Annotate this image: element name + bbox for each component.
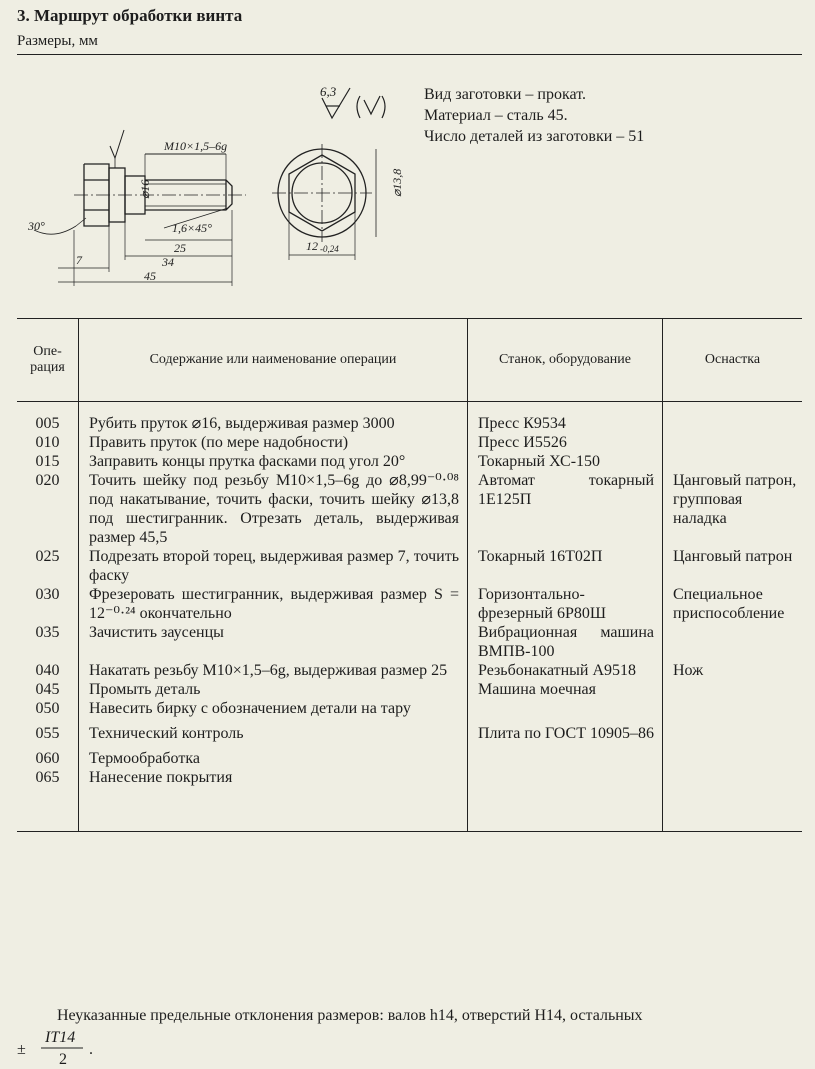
table-row [17,768,802,787]
op-number: 035 [35,624,60,641]
op-tool [663,768,803,787]
op-number: 050 [35,700,60,717]
op-tool [663,699,803,718]
op-machine: Машина моечная [468,680,663,699]
dimensions-unit-caption: Размеры, мм [17,33,98,49]
route-table [17,318,802,832]
op-tool: Цанговый патрон [663,547,803,585]
spec-parts-count: Число деталей из заготовки – 51 [424,128,645,145]
angle-label: 30° [28,219,45,233]
op-number: 040 [35,662,60,679]
hex-tol-label: -0,24 [320,244,339,254]
op-content: Накатать резьбу M10×1,5–6g, выдерживая размер 25 [79,661,468,680]
op-content: Рубить пруток ⌀16, выдерживая размер 3000 [79,414,468,433]
op-content: Править пруток (по мере надобности) [79,433,468,452]
op-number: 030 [35,586,60,603]
table-row [17,471,802,547]
dim-25-label: 25 [174,241,186,255]
op-machine: Токарный ХС-150 [468,452,663,471]
header-content: Содержание или наименование операции [79,319,468,402]
plus-minus-sign: ± [17,1041,26,1058]
table-row [17,547,802,585]
op-tool: Нож [663,661,803,680]
thread-label: M10×1,5–6g [164,139,228,153]
d16-label: ⌀16 [138,179,152,199]
table-row [17,661,802,680]
op-tool [663,743,803,768]
hex-size-label: 12 [306,239,318,253]
op-machine: Плита по ГОСТ 10905–86 [468,718,663,743]
header-tool: Оснастка [663,319,803,402]
op-number: 045 [35,681,60,698]
table-row [17,414,802,433]
op-number: 055 [35,725,60,742]
fraction-period: . [89,1041,93,1058]
roughness-value: 6,3 [320,84,337,99]
op-machine [468,699,663,718]
op-number: 015 [35,453,60,470]
dim-45-label: 45 [144,269,156,283]
op-tool [663,452,803,471]
op-content: Фрезеровать шестигранник, выдерживая размер S = 12⁻⁰·²⁴ окончательно [79,585,468,623]
op-content: Термообработка [79,743,468,768]
op-content: Навесить бирку с обозначением детали на тару [79,699,468,718]
op-machine: Резьбонакатный А9518 [468,661,663,680]
header-rule [17,54,802,55]
op-tool [663,433,803,452]
op-tool [663,623,803,661]
op-number: 025 [35,548,60,565]
table-row [17,680,802,699]
fraction-numerator: IT14 [45,1029,76,1046]
op-tool: Цанговый патрон, групповая наладка [663,471,803,547]
table-row [17,743,802,768]
op-machine: Пресс И5526 [468,433,663,452]
table-row [17,699,802,718]
table-row [17,452,802,471]
header-op: Опе-рация [17,319,79,402]
op-tool [663,414,803,433]
tolerance-note-text: Неуказанные предельные отклонения размеров: валов h14, отверстий H14, остальных [57,1007,643,1024]
op-content: Нанесение покрытия [79,768,468,787]
op-tool: Специальное приспособление [663,585,803,623]
op-machine: Автомат токарный 1Е125П [468,471,663,547]
op-number: 005 [35,415,60,432]
op-machine: Вибрационная машина ВМПВ-100 [468,623,663,661]
table-row [17,623,802,661]
op-tool [663,718,803,743]
op-number: 020 [35,472,60,489]
roughness-symbol [320,84,410,130]
blank-specification [424,84,644,147]
op-content: Промыть деталь [79,680,468,699]
op-content: Технический контроль [79,718,468,743]
op-machine [468,743,663,768]
table-header-row [17,319,802,402]
op-content: Точить шейку под резьбу M10×1,5–6g до ⌀8,99⁻⁰·⁰⁸ под накатывание, точить фаски, точить шейку ⌀13,8 под шестигранник. Отрезать деталь, выдерживая размер 45,5 [79,471,468,547]
op-number: 060 [35,750,60,767]
op-machine: Токарный 16Т02П [468,547,663,585]
d13-8-label: ⌀13,8 [390,168,404,197]
op-content: Зачистить заусенцы [79,623,468,661]
table-row [17,433,802,452]
section-title: 3. Маршрут обработки винта [17,6,243,25]
op-content: Заправить концы прутка фасками под угол 20° [79,452,468,471]
tolerance-fraction [17,1024,137,1068]
table-row [17,718,802,743]
tolerance-note [17,1006,802,1026]
op-machine: Горизонтально-фрезерный 6Р80Ш [468,585,663,623]
fraction-denominator: 2 [59,1051,67,1068]
table-row [17,585,802,623]
op-machine [468,768,663,787]
op-number: 065 [35,769,60,786]
dim-7-label: 7 [76,253,82,267]
header-machine: Станок, оборудование [468,319,663,402]
spec-material: Материал – сталь 45. [424,107,568,124]
op-tool [663,680,803,699]
dim-34-label: 34 [162,255,174,269]
chamfer-label: 1,6×45° [172,221,212,235]
spec-blank-type: Вид заготовки – прокат. [424,86,586,103]
op-content: Подрезать второй торец, выдерживая размер 7, точить фаску [79,547,468,585]
op-number: 010 [35,434,60,451]
op-machine: Пресс К9534 [468,414,663,433]
